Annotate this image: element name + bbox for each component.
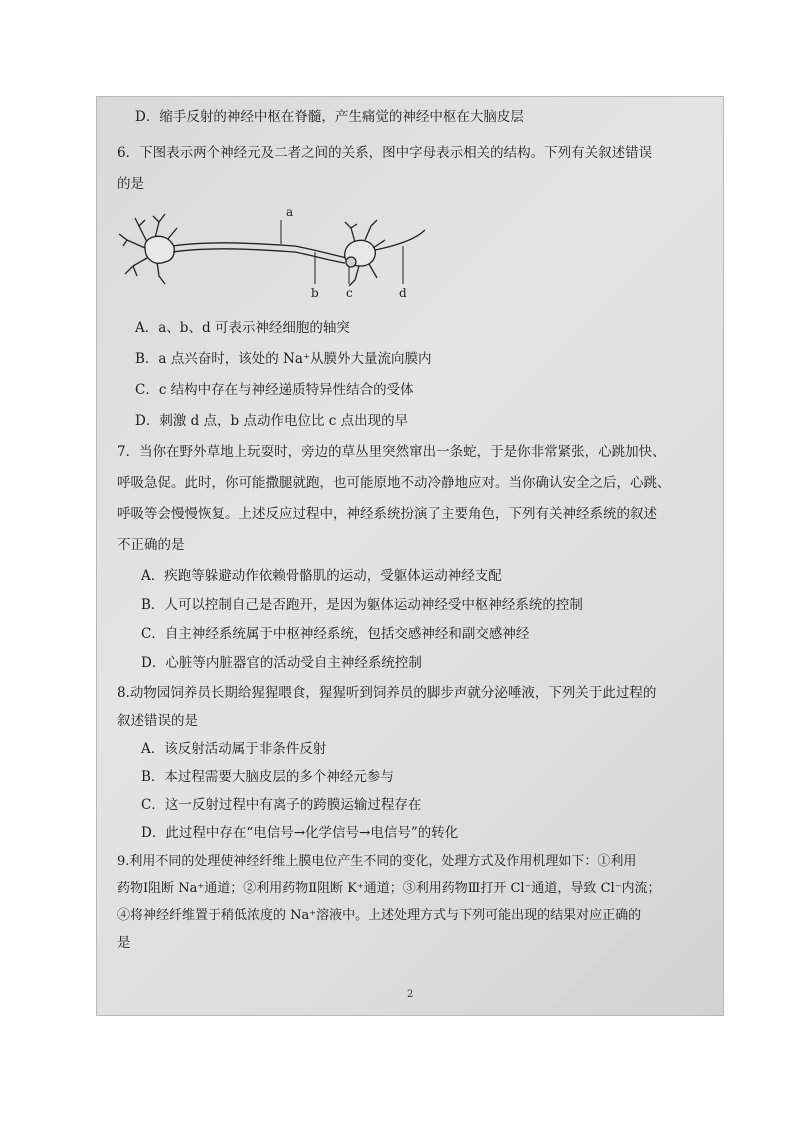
q5-option-d: D．缩手反射的神经中枢在脊髓，产生痛觉的神经中枢在大脑皮层 [135,109,524,125]
q6-option-d: D．刺激 d 点，b 点动作电位比 c 点出现的早 [135,413,409,429]
q7-option-b: B．人可以控制自己是否跑开，是因为躯体运动神经受中枢神经系统的控制 [141,597,583,613]
label-a: a [286,205,294,219]
label-b: b [311,286,319,300]
q7-option-c: C．自主神经系统属于中枢神经系统，包括交感神经和副交感神经 [141,626,530,642]
q8-option-a: A．该反射活动属于非条件反射 [141,741,327,757]
label-d: d [399,286,407,300]
two-neuron-diagram [115,200,425,300]
q7-option-d: D．心脏等内脏器官的活动受自主神经系统控制 [141,655,422,671]
q9-stem-line-4: 是 [117,935,131,951]
q9-stem-line-2: 药物Ⅰ阻断 Na⁺通道；②利用药物Ⅱ阻断 K⁺通道；③利用药物Ⅲ打开 Cl⁻通道，导致 Cl⁻内流； [117,881,661,896]
q8-option-d: D．此过程中存在“电信号→化学信号→电信号”的转化 [141,825,459,841]
q9-stem-line-1: 9.利用不同的处理使神经纤维上膜电位产生不同的变化，处理方式及作用机理如下：①利用 [117,854,637,869]
q9-stem-line-3: ④将神经纤维置于稍低浓度的 Na⁺溶液中。上述处理方式与下列可能出现的结果对应正确的 [117,908,642,923]
q6-option-b: B．a 点兴奋时，该处的 Na⁺从膜外大量流向膜内 [135,351,432,367]
page-number: 2 [407,989,414,1000]
q7-stem-line-1: 7．当你在野外草地上玩耍时，旁边的草丛里突然窜出一条蛇，于是你非常紧张，心跳加快、 [117,444,666,460]
q6-option-a: A．a、b、d 可表示神经细胞的轴突 [135,320,350,336]
photographed-exam-page [96,96,724,1016]
q8-stem-line-1: 8.动物园饲养员长期给猩猩喂食，猩猩听到饲养员的脚步声就分泌唾液，下列关于此过程的 [117,685,657,701]
q7-stem-line-2: 呼吸急促。此时，你可能撒腿就跑，也可能原地不动冷静地应对。当你确认安全之后，心跳、 [117,475,671,491]
q8-option-c: C．这一反射过程中有离子的跨膜运输过程存在 [141,797,422,813]
q6-option-c: C．c 结构中存在与神经递质特异性结合的受体 [135,382,414,398]
q8-option-b: B．本过程需要大脑皮层的多个神经元参与 [141,769,394,785]
q7-stem-line-4: 不正确的是 [117,537,185,553]
q6-stem-line-1: 6．下图表示两个神经元及二者之间的关系，图中字母表示相关的结构。下列有关叙述错误 [117,145,653,161]
q7-option-a: A．疾跑等躲避动作依赖骨骼肌的运动，受躯体运动神经支配 [141,568,502,584]
q6-stem-line-2: 的是 [117,176,144,192]
label-c: c [346,286,353,300]
q7-stem-line-3: 呼吸等会慢慢恢复。上述反应过程中，神经系统扮演了主要角色，下列有关神经系统的叙述 [117,506,657,522]
q8-stem-line-2: 叙述错误的是 [117,713,198,729]
